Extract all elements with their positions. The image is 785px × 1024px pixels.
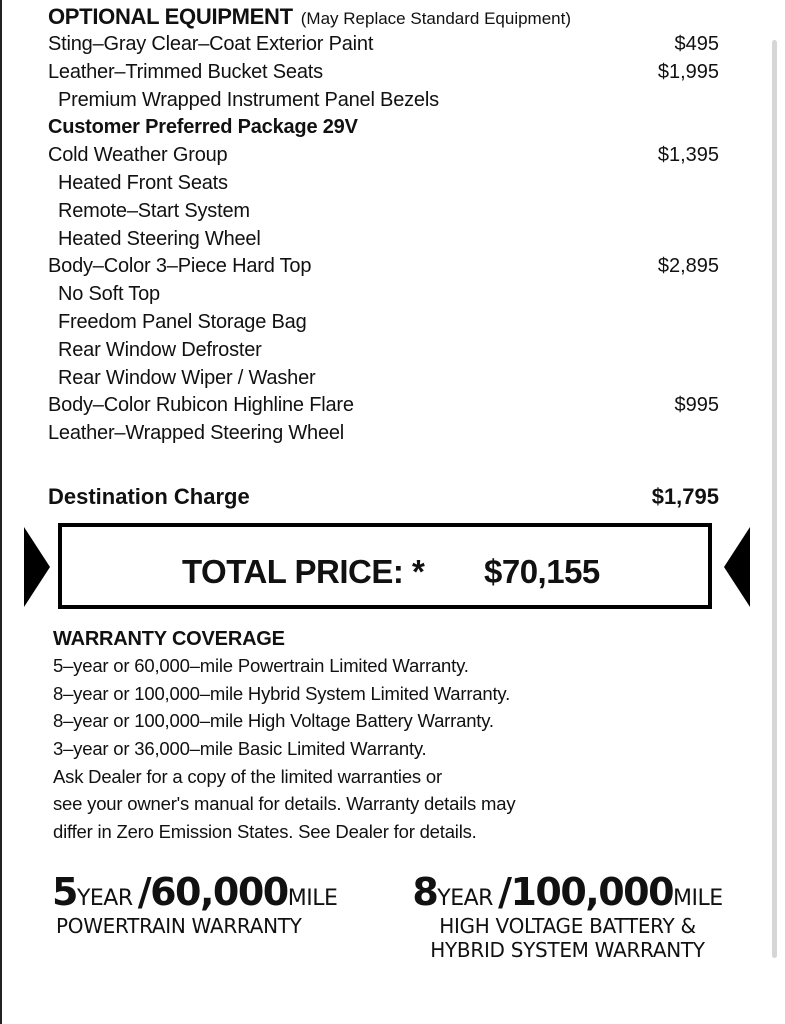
list-item xyxy=(0,59,785,87)
list-item xyxy=(0,309,785,337)
destination-charge-row xyxy=(0,482,785,512)
warranty-line: Ask Dealer for a copy of the limited warranties or xyxy=(53,765,442,787)
list-item xyxy=(0,337,785,365)
item-price: $495 xyxy=(674,33,719,55)
item-label: Leather–Trimmed Bucket Seats xyxy=(48,60,323,83)
badge-year-word: YEAR xyxy=(437,886,493,911)
item-label: No Soft Top xyxy=(58,283,160,306)
list-item xyxy=(0,392,785,420)
package-label: Customer Preferred Package 29V xyxy=(48,116,358,139)
badge-years: 5 xyxy=(52,870,77,914)
list-item xyxy=(0,170,785,198)
list-item xyxy=(0,253,785,281)
list-item xyxy=(0,198,785,226)
list-item xyxy=(0,87,785,115)
item-label: Sting–Gray Clear–Coat Exterior Paint xyxy=(48,33,374,55)
total-price-value: $70,155 xyxy=(484,553,600,590)
badge-caption: HYBRID SYSTEM WARRANTY xyxy=(430,938,705,962)
warranty-line: 3–year or 36,000–mile Basic Limited Warranty. xyxy=(53,738,427,760)
item-label: Freedom Panel Storage Bag xyxy=(58,310,307,333)
optional-equipment-title: OPTIONAL EQUIPMENT xyxy=(48,4,293,29)
warranty-line: 8–year or 100,000–mile Hybrid System Limited Warranty. xyxy=(53,682,511,704)
warranty-line: 8–year or 100,000–mile High Voltage Battery Warranty. xyxy=(53,710,494,732)
item-price: $1,395 xyxy=(657,144,719,167)
badge-miles: /60,000 xyxy=(137,870,288,914)
item-price: $1,995 xyxy=(657,60,719,83)
left-pointer-arrow-icon xyxy=(24,527,50,607)
total-price-label: TOTAL PRICE: * xyxy=(182,553,425,590)
total-price-box xyxy=(58,523,712,609)
warranty-coverage-text xyxy=(53,652,515,846)
item-label: Heated Steering Wheel xyxy=(58,227,261,250)
item-label: Cold Weather Group xyxy=(48,144,228,167)
item-label: Premium Wrapped Instrument Panel Bezels xyxy=(58,88,439,111)
list-item xyxy=(0,31,785,59)
item-label: Body–Color Rubicon Highline Flare xyxy=(48,394,354,417)
item-label: Rear Window Defroster xyxy=(58,338,262,361)
warranty-coverage-heading: WARRANTY COVERAGE xyxy=(53,628,285,650)
powertrain-warranty-badge xyxy=(52,870,347,938)
package-heading xyxy=(0,114,785,142)
warranty-line: differ in Zero Emission States. See Dealer for details. xyxy=(53,821,477,843)
badge-mile-word: MILE xyxy=(673,886,723,911)
item-label: Heated Front Seats xyxy=(58,171,228,194)
battery-hybrid-warranty-badge xyxy=(405,870,730,962)
badge-years: 8 xyxy=(412,870,438,914)
badge-mile-word: MILE xyxy=(287,886,338,911)
badge-miles: /100,000 xyxy=(498,870,674,914)
item-label: Rear Window Wiper / Washer xyxy=(58,366,316,389)
destination-charge-label: Destination Charge xyxy=(48,484,250,509)
list-item xyxy=(0,142,785,170)
destination-charge-price: $1,795 xyxy=(651,484,719,509)
optional-equipment-list xyxy=(0,31,785,448)
warranty-line: see your owner's manual for details. Warranty details may xyxy=(53,793,516,815)
badge-title xyxy=(52,870,347,914)
badge-caption: HIGH VOLTAGE BATTERY & xyxy=(439,914,696,938)
list-item xyxy=(0,420,785,448)
item-label: Remote–Start System xyxy=(58,199,250,222)
item-label: Body–Color 3–Piece Hard Top xyxy=(48,255,312,278)
optional-equipment-subtitle: (May Replace Standard Equipment) xyxy=(300,9,572,28)
item-label: Leather–Wrapped Steering Wheel xyxy=(48,422,345,445)
right-pointer-arrow-icon xyxy=(724,527,750,607)
item-price: $995 xyxy=(674,394,719,417)
warranty-line: 5–year or 60,000–mile Powertrain Limited Warranty. xyxy=(53,655,469,676)
badge-title xyxy=(405,870,730,914)
badge-year-word: YEAR xyxy=(76,886,133,911)
list-item xyxy=(0,281,785,309)
optional-equipment-heading xyxy=(48,4,571,30)
badge-caption: POWERTRAIN WARRANTY xyxy=(56,914,302,938)
list-item xyxy=(0,226,785,254)
list-item xyxy=(0,365,785,393)
item-price: $2,895 xyxy=(657,255,719,278)
